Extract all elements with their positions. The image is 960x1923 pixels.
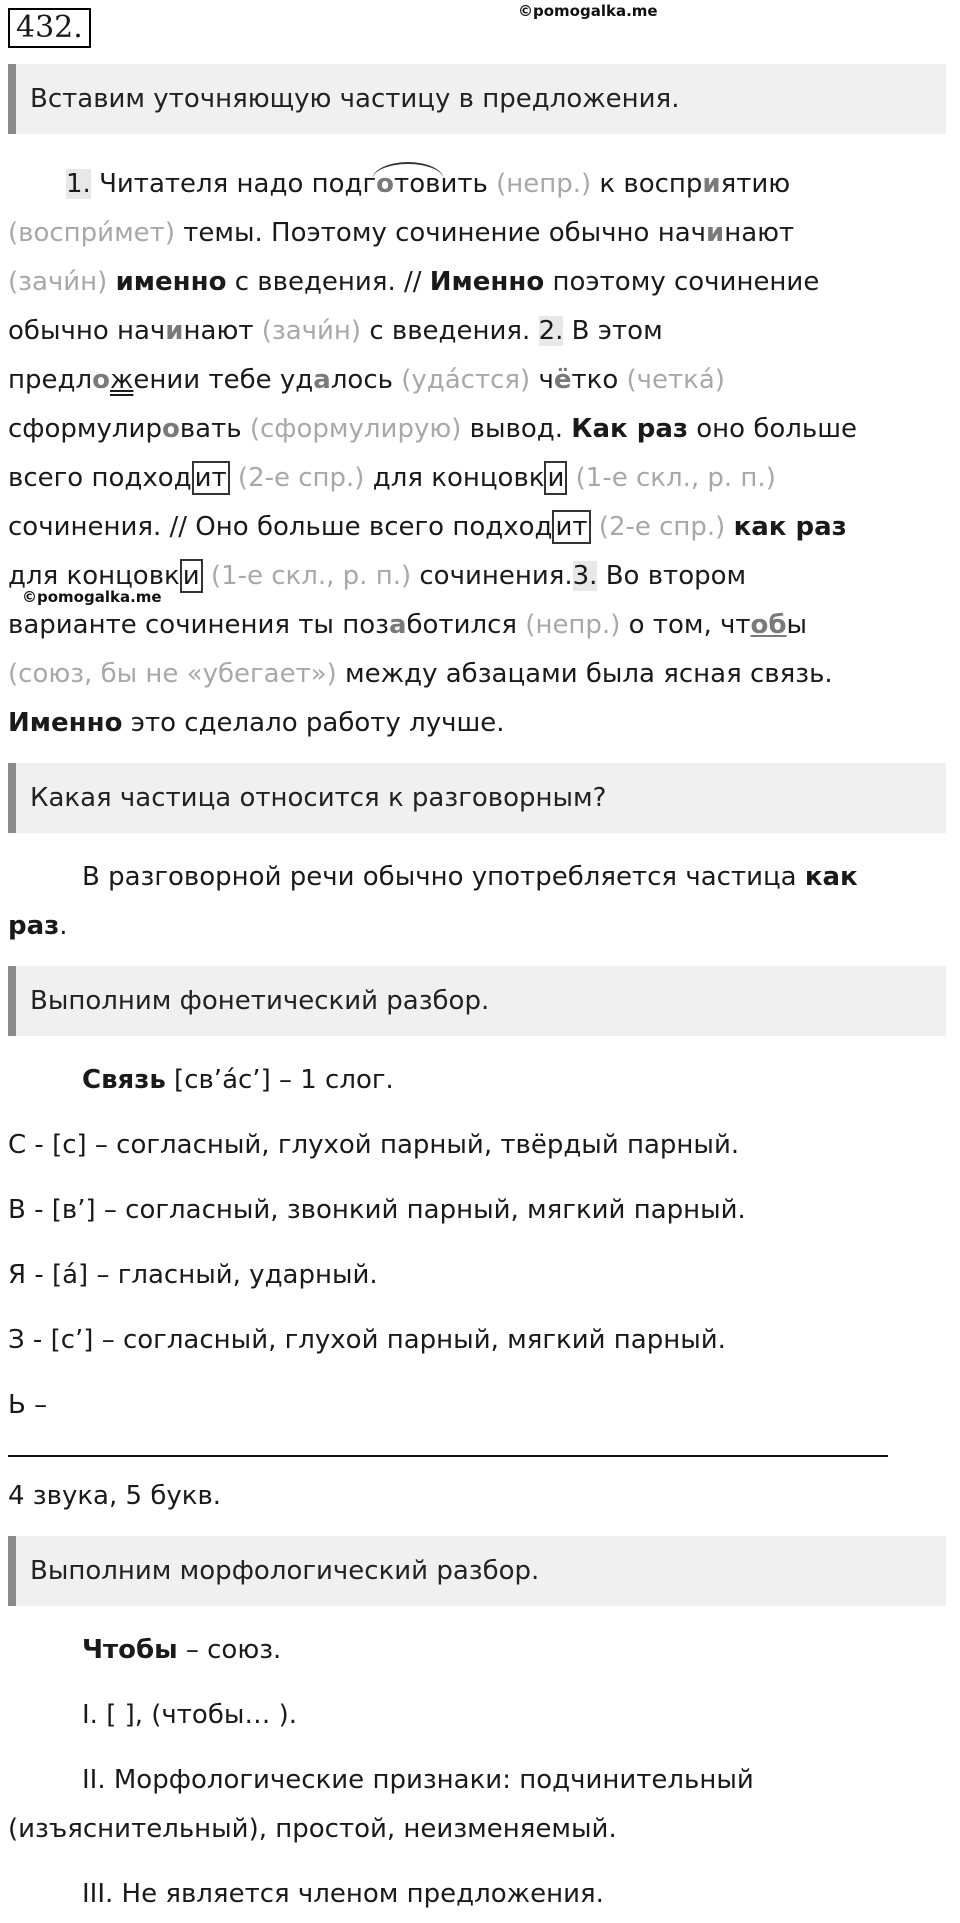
- text: сочинения. // Оно больше всего подход: [8, 512, 553, 542]
- section-title: Выполним морфологический разбор.: [30, 1556, 540, 1586]
- text-line-5: [8, 356, 725, 405]
- item-number: 1.: [66, 169, 91, 199]
- hint: (воспри́мет): [8, 218, 175, 248]
- particle: как раз: [733, 512, 847, 542]
- morph-line-3: III. Не является членом предложения.: [82, 1879, 604, 1909]
- morph-line-2b: (изъяснительный), простой, неизменяемый.: [8, 1814, 617, 1844]
- answer-line-2: [8, 902, 68, 951]
- particle: Именно: [429, 267, 545, 297]
- text: В разговорной речи обычно употребляется частица: [82, 862, 805, 892]
- text: ятию: [720, 169, 791, 199]
- text: ботился: [406, 610, 526, 640]
- hint: (2-е спр.): [229, 463, 365, 493]
- phonetic-line-4: З - [с’] – согласный, глухой парный, мягкий парный.: [8, 1325, 726, 1355]
- transcription: [св’а́с’] – 1 слог.: [165, 1065, 394, 1095]
- section-title: Вставим уточняющую частицу в предложения.: [30, 84, 680, 114]
- text-line-3: [8, 258, 819, 307]
- text: сочинения.: [411, 561, 573, 591]
- text: с введения. //: [226, 267, 430, 297]
- vowel-mark: и: [702, 169, 721, 199]
- phonetic-line-2: В - [в’] – согласный, звонкий парный, мягкий парный.: [8, 1195, 746, 1225]
- text: вывод.: [461, 414, 572, 444]
- hint: (зачи́н): [8, 267, 108, 297]
- particle: именно: [115, 267, 227, 297]
- hint: (2-е спр.): [590, 512, 734, 542]
- vowel-mark: ё: [553, 365, 572, 395]
- vowel-mark: а: [313, 365, 331, 395]
- text-line-8: [8, 503, 847, 552]
- text: оно больше: [688, 414, 858, 444]
- phonetic-head: [8, 1056, 394, 1105]
- particle: раз: [8, 911, 60, 941]
- phonetic-total: 4 звука, 5 букв.: [8, 1481, 222, 1511]
- hint: (1-е скл., р. п.): [567, 463, 776, 493]
- watermark-top: ©pomogalka.me: [518, 2, 658, 20]
- answer-line-1: [8, 853, 858, 902]
- particle: Именно: [8, 708, 123, 738]
- vowel-mark: а: [388, 610, 407, 640]
- hint: (зачи́н): [261, 316, 362, 346]
- text-line-2: [8, 209, 794, 258]
- exercise-number: 432.: [8, 8, 91, 48]
- section-header-colloquial: [8, 763, 946, 833]
- particle: Как раз: [571, 414, 688, 444]
- morph-line-2a: II. Морфологические признаки: подчинительный: [82, 1765, 754, 1795]
- section-header-phonetic: [8, 966, 946, 1036]
- text: предл: [8, 365, 93, 395]
- text-line-4: [8, 307, 663, 356]
- text-line-7: [8, 454, 776, 503]
- text-line-10: [8, 601, 807, 650]
- text: ении тебе уд: [133, 365, 314, 395]
- item-number: 3.: [572, 561, 598, 591]
- section-title: Какая частица относится к разговорным?: [30, 783, 607, 813]
- text: к воспр: [591, 169, 703, 199]
- ending-box: и: [544, 461, 567, 495]
- text: темы. Поэтому сочинение обычно нач: [174, 218, 707, 248]
- item-number: 2.: [538, 316, 564, 346]
- hint: (уда́стся): [401, 365, 531, 395]
- text: всего подход: [8, 463, 192, 493]
- text-line-11: [8, 650, 833, 699]
- text-line-12: [8, 699, 505, 748]
- text: лось: [330, 365, 402, 395]
- hint: (четка́): [626, 365, 725, 395]
- text: – союз.: [177, 1635, 282, 1665]
- hint: (непр.): [525, 610, 621, 640]
- phonetic-line-1: С - [с] – согласный, глухой парный, твёрдый парный.: [8, 1130, 740, 1160]
- hint: (1-е скл., р. п.): [202, 561, 412, 591]
- ending-box: ит: [192, 461, 230, 495]
- consonant-mark: ж: [109, 365, 134, 395]
- ending-box: ит: [552, 510, 590, 544]
- vowel-mark: и: [706, 218, 725, 248]
- text: для концовк: [364, 463, 545, 493]
- text: обычно нач: [8, 316, 166, 346]
- text: .: [59, 911, 68, 941]
- hint: (союз, бы не «убегает»): [8, 659, 337, 689]
- text: поэтому сочинение: [544, 267, 820, 297]
- text: с введения.: [361, 316, 539, 346]
- watermark-mid: ©pomogalka.me: [22, 588, 162, 606]
- text: вать: [179, 414, 250, 444]
- text-line-1: [8, 160, 790, 209]
- phonetic-line-5: Ь –: [8, 1390, 48, 1420]
- text: ить: [440, 169, 497, 199]
- text: нают: [183, 316, 262, 346]
- divider-line: [8, 1455, 888, 1457]
- text: Во втором: [597, 561, 747, 591]
- word: Связь: [82, 1065, 166, 1095]
- hint: (сформулирую): [249, 414, 462, 444]
- morph-head: [8, 1626, 281, 1675]
- text: тко: [571, 365, 627, 395]
- text: В этом: [563, 316, 663, 346]
- word: Чтобы: [82, 1635, 178, 1665]
- vowel-mark: о: [161, 414, 180, 444]
- text: о том, чт: [620, 610, 751, 640]
- section-header-morphology: [8, 1536, 946, 1606]
- text: это сделало работу лучше.: [122, 708, 505, 738]
- vowel-mark: о: [376, 169, 395, 199]
- text: между абзацами была ясная связь.: [336, 659, 833, 689]
- vowel-mark: и: [165, 316, 184, 346]
- text: ы: [786, 610, 808, 640]
- phonetic-line-3: Я - [а́] – гласный, ударный.: [8, 1260, 378, 1290]
- text: ч: [530, 365, 554, 395]
- section-header-particles: [8, 64, 946, 134]
- text: для концовк: [8, 561, 180, 591]
- text: нают: [724, 218, 795, 248]
- conjunction-mark: об: [750, 610, 787, 640]
- vowel-mark: о: [92, 365, 110, 395]
- morph-line-1: I. [ ], (чтобы… ).: [82, 1700, 298, 1730]
- hint: (непр.): [496, 169, 592, 199]
- section-title: Выполним фонетический разбор.: [30, 986, 490, 1016]
- ending-box: и: [180, 559, 203, 593]
- text: сформулир: [8, 414, 162, 444]
- text: тов: [394, 169, 441, 199]
- text: Читателя надо подг: [90, 169, 377, 199]
- particle: как: [804, 862, 858, 892]
- text: варианте сочинения ты поз: [8, 610, 389, 640]
- text-line-6: [8, 405, 857, 454]
